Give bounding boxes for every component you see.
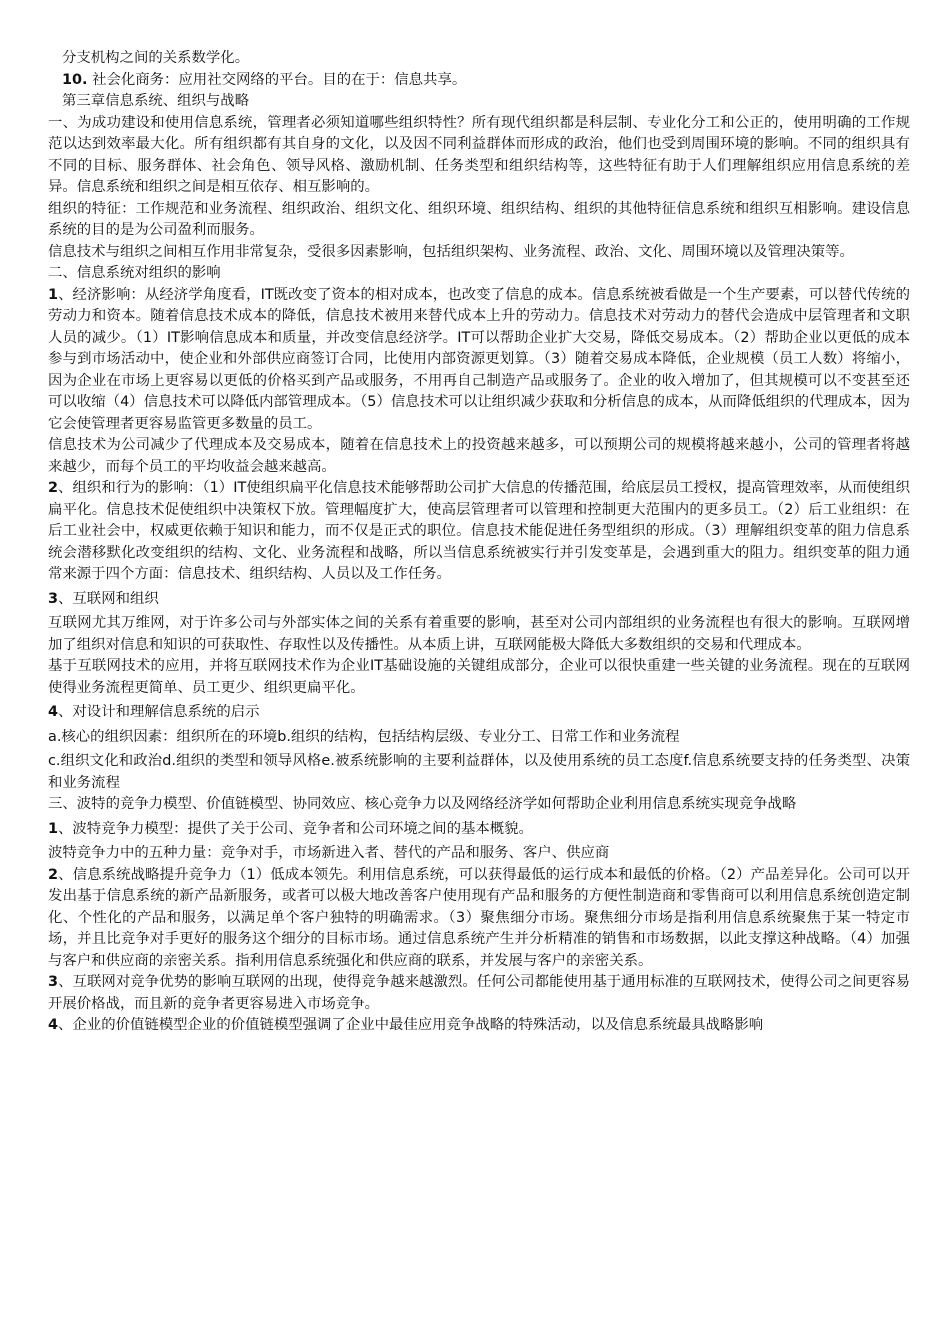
- paragraph: 信息技术为公司减少了代理成本及交易成本，随着在信息技术上的投资越来越多，可以预期公司的规模将越来越小，公司的管理者将越来越少，而每个员工的平均收益会越来越高。: [48, 437, 910, 475]
- item-number: 1: [48, 286, 59, 303]
- list-item: 10. 社会化商务：应用社交网络的平台。目的在于：信息共享。: [62, 71, 467, 88]
- paragraph: c.组织文化和政治d.组织的类型和领导风格e.被系统影响的主要利益群体，以及使用系统的员工态度f.信息系统要支持的任务类型、决策和业务流程: [48, 753, 910, 791]
- paragraph: 一、为成功建设和使用信息系统，管理者必须知道哪些组织特性？所有现代组织都是科层制、专业化分工和公正的，使用明确的工作规范以达到效率最大化。所有组织都有其自身的文化，以及因不同利益群体而形成的政治，他们也受到周围环境的影响。不同的组织具有不同的目标、服务群体、社会角色、领导风格、激励机制、任务类型和组织结构等，这些特征有助于人们理解组织应用信息系统的差异。信息系统和组织之间是相互依存、相互影响的。: [48, 114, 910, 195]
- list-item: 2、信息系统战略提升竞争力（1）低成本领先。利用信息系统，可以获得最低的运行成本和最低的价格。（2）产品差异化。公司可以开发出基于信息系统的新产品新服务，或者可以极大地改善客户使用现有产品和服务的方便性制造商和零售商可以利用信息系统创造定制化、个性化的产品和服务，以满足单个客户独特的明确需求。（3）聚焦细分市场。聚焦细分市场是指利用信息系统聚焦于某一特定市场，并且比竞争对手更好的服务这个细分的目标市场。通过信息系统产生并分析精准的销售和市场数据，以此支撑这种战略。（4）加强与客户和供应商的亲密关系。指利用信息系统强化和供应商的联系，并发展与客户的亲密关系。: [48, 866, 910, 969]
- paragraph: 信息技术与组织之间相互作用非常复杂，受很多因素影响，包括组织架构、业务流程、政治、文化、周围环境以及管理决策等。: [48, 243, 854, 260]
- section-heading: 三、波特的竞争力模型、价值链模型、协同效应、核心竞争力以及网络经济学如何帮助企业利用信息系统实现竞争战略: [48, 796, 797, 812]
- paragraph: 组织的特征：工作规范和业务流程、组织政治、组织文化、组织环境、组织结构、组织的其他特征信息系统和组织互相影响。建设信息系统的目的是为公司盈利而服务。: [48, 200, 910, 238]
- chapter-heading: 第三章信息系统、组织与战略: [62, 93, 250, 109]
- item-number: 3: [48, 974, 59, 990]
- item-number: 3: [48, 590, 59, 607]
- paragraph: 基于互联网技术的应用，并将互联网技术作为企业IT基础设施的关键组成部分，企业可以很快重建一些关键的业务流程。现在的互联网使得业务流程更简单、员工更少、组织更扁平化。: [48, 658, 910, 696]
- list-item: 1、经济影响：从经济学角度看，IT既改变了资本的相对成本，也改变了信息的成本。信息系统被看做是一个生产要素，可以替代传统的劳动力和资本。随着信息技术成本的降低，信息技术被用来替代成本上升的劳动力。信息技术对劳动力的替代会造成中层管理者和文职人员的减少。（1）IT影响信息成本和质量，并改变信息经济学。IT可以帮助企业扩大交易，降低交易成本。（2）帮助企业以更低的成本参与到市场活动中，使企业和外部供应商签订合同，比使用内部资源更划算。（3）随着交易成本降低，企业规模（员工人数）将缩小，因为企业在市场上更容易以更低的价格买到产品或服务，不用再自己制造产品或服务了。企业的收入增加了，但其规模可以不变甚至还可以收缩（4）信息技术可以降低内部管理成本。（5）信息技术可以让组织减少获取和分析信息的成本，从而降低组织的代理成本，因为它会使管理者更容易监管更多数量的员工。: [48, 286, 910, 432]
- item-number: 1: [48, 820, 59, 837]
- list-item: 3、互联网对竞争优势的影响互联网的出现，使得竞争越来越激烈。任何公司都能使用基于通用标准的互联网技术，使得公司之间更容易开展价格战，而且新的竞争者更容易进入市场竞争。: [48, 974, 910, 1012]
- section-heading: 二、信息系统对组织的影响: [48, 265, 221, 281]
- paragraph: 波特竞争力中的五种力量：竞争对手，市场新进入者、替代的产品和服务、客户、供应商: [48, 845, 610, 861]
- paragraph: 互联网尤其万维网，对于许多公司与外部实体之间的关系有着重要的影响，甚至对公司内部组织的业务流程也有很大的影响。互联网增加了组织对信息和知识的可获取性、存取性以及传播性。从本质上讲，互联网能极大降低大多数组织的交易和代理成本。: [48, 615, 910, 653]
- item-number: 10.: [62, 71, 88, 88]
- paragraph: 分支机构之间的关系数学化。: [62, 50, 250, 66]
- list-item: 2、组织和行为的影响：（1）IT使组织扁平化信息技术能够帮助公司扩大信息的传播范围，给底层员工授权，提高管理效率，从而使组织扁平化。信息技术促使组织中决策权下放。管理幅度扩大，使高层管理者可以管理和控制更大范围内的更多员工。（2）后工业组织：在后工业社会中，权威更依赖于知识和能力，而不仅是正式的职位。信息技术能促进任务型组织的形成。（3）理解组织变革的阻力信息系统会潜移默化改变组织的结构、文化、业务流程和战略，所以当信息系统被实行并引发变革是，会遇到重大的阻力。组织变革的阻力通常来源于四个方面：信息技术、组织结构、人员以及工作任务。: [48, 480, 910, 582]
- list-item: 4、对设计和理解信息系统的启示: [48, 704, 260, 720]
- item-number: 2: [48, 480, 59, 496]
- list-item: 3、互联网和组织: [48, 590, 159, 607]
- item-number: 2: [48, 866, 59, 883]
- list-item: 1、波特竞争力模型：提供了关于公司、竞争者和公司环境之间的基本概貌。: [48, 820, 533, 837]
- paragraph: a.核心的组织因素：组织所在的环境b.组织的结构，包括结构层级、专业分工、日常工作和业务流程: [48, 728, 680, 745]
- item-number: 4: [48, 704, 59, 720]
- list-item: 4、企业的价值链模型企业的价值链模型强调了企业中最佳应用竞争战略的特殊活动，以及信息系统最具战略影响: [48, 1017, 764, 1033]
- item-number: 4: [48, 1017, 59, 1033]
